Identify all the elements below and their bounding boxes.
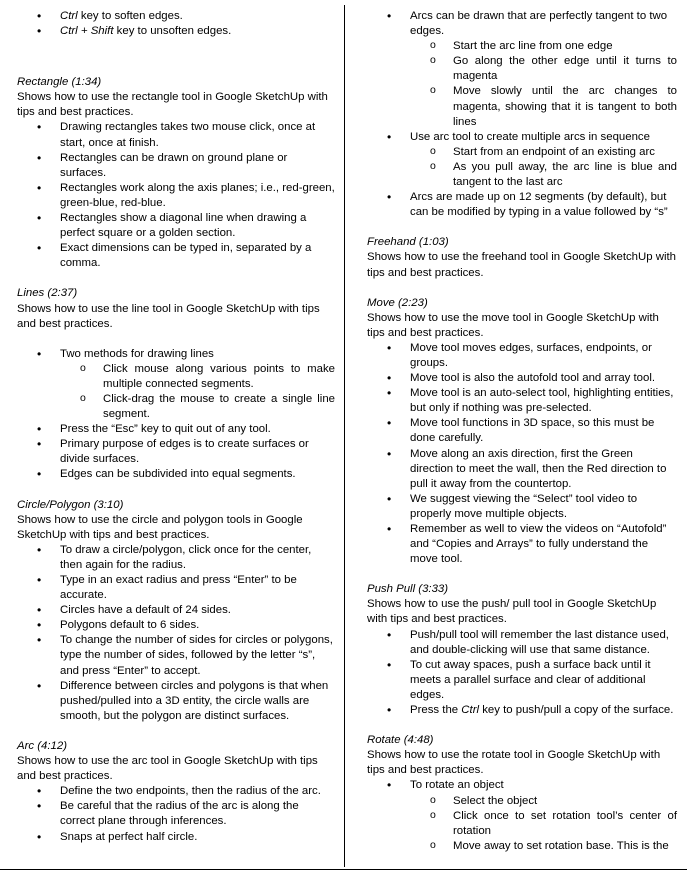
list-item: • Move tool functions in 3D space, so this must be done carefully. [367,416,677,446]
sub-list-item: o Move away to set rotation base. This is the [410,839,677,854]
bullet-text: key to unsoften edges. [116,25,232,38]
key-name: Ctrl [60,10,78,22]
list-item: • Primary purpose of edges is to create surfaces or divide surfaces. [17,437,335,467]
rotate-sub-bullets [410,794,677,854]
list-item: • Snaps at perfect half circle. [17,830,335,845]
list-item: • Push/pull tool will remember the last distance used, and double-clicking will use that same distance. [367,628,677,658]
list-item: • Define the two endpoints, then the radius of the arc. [17,784,335,799]
list-item: • Press the “Esc” key to quit out of any tool. [17,422,335,437]
list-item: • Move tool is also the autofold tool and array tool. [367,371,677,386]
section-title-move: Move (2:23) [367,296,428,309]
move-bullets [367,341,677,567]
list-item [367,703,677,718]
list-item: • Rectangles show a diagonal line when drawing a perfect square or a golden section. [17,211,335,241]
section-title-rotate: Rotate (4:48) [367,734,434,747]
rectangle-bullets [17,120,335,271]
key-name: Ctrl + Shift [60,25,114,38]
section-desc-freehand: Shows how to use the freehand tool in Google SketchUp with tips and best practices. [367,251,676,279]
list-item: • Polygons default to 6 sides. [17,618,335,633]
sub-list-item: o Start from an endpoint of an existing arc [410,145,677,160]
list-item: • To draw a circle/polygon, click once for the center, then again for the radius. [17,543,335,573]
pushpull-bullets [367,628,677,719]
list-item: • Remember as well to view the videos on “Autofold” and “Copies and Arrays” to fully understand the move tool. [367,522,677,567]
section-desc-move: Shows how to use the move tool in Google SketchUp with tips and best practices. [367,311,659,339]
list-item: • Move along an axis direction, first the Green direction to meet the wall, then the Red direction to pull it away from the countertop. [367,447,677,492]
section-desc-rotate: Shows how to use the rotate tool in Google SketchUp with tips and best practices. [367,749,661,777]
bullet-text: key to push/pull a copy of the surface. [482,704,674,717]
bullet-text: Press the [410,704,459,717]
list-item: • Circles have a default of 24 sides. [17,603,335,618]
list-item: • We suggest viewing the “Select” tool video to properly move multiple objects. [367,492,677,522]
bullet-text: To rotate an object [410,779,504,792]
left-column [17,9,335,845]
list-item: • Arcs are made up on 12 segments (by default), but can be modified by typing in a value followed by “s” [367,190,677,220]
sub-list-item: o Click mouse along various points to make multiple connected segments. [60,362,335,392]
arc-bullets [17,784,335,844]
sub-list-item: o Go along the other edge until it turns to magenta [410,54,677,84]
sub-list-item: o Click once to set rotation tool’s center of rotation [410,809,677,839]
section-desc-circle: Shows how to use the circle and polygon tools in Google SketchUp with tips and best practices. [17,513,303,541]
list-item [17,24,335,39]
section-desc-rectangle: Shows how to use the rectangle tool in Google SketchUp with tips and best practices. [17,91,328,119]
key-name: Ctrl [461,704,480,717]
sub-list-item: o Start the arc line from one edge [410,39,677,54]
section-title-arc: Arc (4:12) [17,739,68,752]
rotate-bullets [367,778,677,853]
right-column [367,9,677,854]
list-item: • Edges can be subdivided into equal segments. [17,467,335,482]
list-item [367,130,677,190]
bullet-text: Arcs can be drawn that are perfectly tangent to two edges. [410,10,668,38]
top-bullets [17,9,335,39]
list-item [17,9,335,24]
sub-list-item: o Click-drag the mouse to create a single line segment. [60,392,335,422]
bullet-text: Use arc tool to create multiple arcs in sequence [410,130,650,143]
bullet-text: Two methods for drawing lines [60,347,214,360]
section-desc-pushpull: Shows how to use the push/ pull tool in Google SketchUp with tips and best practices. [367,598,657,626]
list-item: • Exact dimensions can be typed in, separated by a comma. [17,241,335,271]
sub-list-item: o Move slowly until the arc changes to magenta, showing that it is tangent to both lines [410,84,677,129]
list-item: • Type in an exact radius and press “Enter” to be accurate. [17,573,335,603]
list-item: • Move tool moves edges, surfaces, endpoints, or groups. [367,341,677,371]
list-item [17,347,335,422]
list-item: • Drawing rectangles takes two mouse click, once at start, once at finish. [17,120,335,150]
list-item: • To change the number of sides for circles or polygons, type the number of sides, followed by the letter “s”, and press “Enter” to accept. [17,633,335,678]
section-desc-lines: Shows how to use the line tool in Google SketchUp with tips and best practices. [17,302,320,330]
arc-continued-bullets [367,9,677,220]
arc-sub-bullets [410,145,677,190]
list-item [367,9,677,130]
list-item: • Difference between circles and polygons is that when pushed/pulled into a 3D entity, the circle walls are smooth, but the polygon are distinct surfaces. [17,679,335,724]
section-desc-arc: Shows how to use the arc tool in Google SketchUp with tips and best practices. [17,755,318,783]
list-item: • Rectangles work along the axis planes; i.e., red-green, green-blue, red-blue. [17,181,335,211]
section-title-rectangle: Rectangle (1:34) [17,76,102,89]
lines-bullets [17,347,335,483]
arc-sub-bullets [410,39,677,130]
lines-sub-bullets [60,362,335,422]
section-title-lines: Lines (2:37) [17,287,78,300]
column-divider [344,5,345,867]
section-title-pushpull: Push Pull (3:33) [367,583,449,596]
list-item: • Move tool is an auto-select tool, highlighting entities, but only if nothing was pre-selected. [367,386,677,416]
sub-list-item: o Select the object [410,794,677,809]
circle-bullets [17,543,335,724]
list-item: • To cut away spaces, push a surface back until it meets a parallel surface and clear of additional edges. [367,658,677,703]
section-title-circle: Circle/Polygon (3:10) [17,498,124,511]
section-title-freehand: Freehand (1:03) [367,236,449,249]
bottom-rule [0,869,687,870]
sub-list-item: o As you pull away, the arc line is blue and tangent to the last arc [410,160,677,190]
bullet-text: key to soften edges. [80,10,183,22]
list-item: • Be careful that the radius of the arc is along the correct plane through inferences. [17,799,335,829]
list-item: • Rectangles can be drawn on ground plane or surfaces. [17,151,335,181]
list-item [367,778,677,853]
